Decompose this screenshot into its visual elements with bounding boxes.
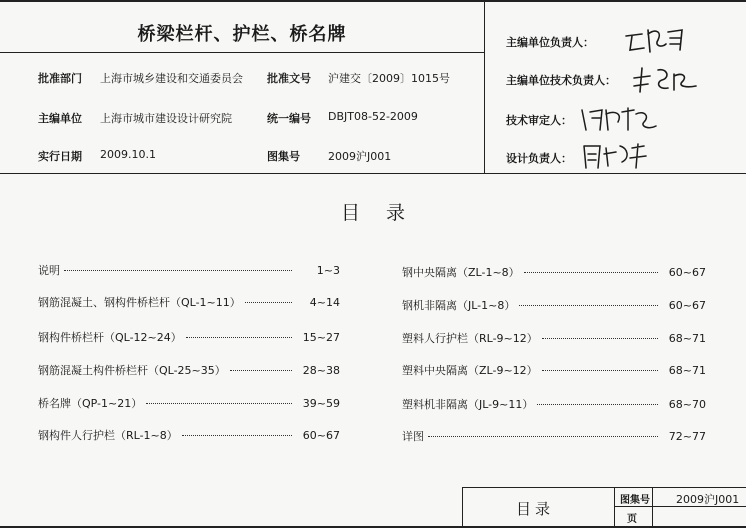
title-block-div1 [614, 487, 615, 528]
tech-reviewer-label: 技术审定人： [506, 114, 572, 127]
toc-entry-title: 钢筋混凝土构件桥栏杆（QL-25~35） [38, 364, 226, 377]
leader-dots [428, 436, 658, 437]
chief-editor-label: 主编单位负责人： [506, 36, 594, 49]
field-label-approval-doc: 批准文号 [267, 72, 311, 85]
toc-heading: 目录 [340, 202, 431, 224]
toc-entry-title: 钢筋混凝土、钢构件桥栏杆（QL-1~11） [38, 296, 241, 309]
field-value-unified-number: DBJT08-52-2009 [328, 110, 418, 123]
toc-entry[interactable] [402, 330, 706, 348]
leader-dots [245, 302, 292, 303]
toc-entry-pages: 68~70 [668, 398, 706, 411]
toc-entry[interactable] [38, 362, 340, 380]
field-value-approving-dept: 上海市城乡建设和交通委员会 [100, 72, 243, 85]
toc-entry-title: 说明 [38, 264, 60, 277]
signature-chief-tech [628, 62, 700, 96]
leader-dots [537, 404, 658, 405]
toc-entry-title: 详图 [402, 430, 424, 443]
toc-entry-title: 桥名牌（QP-1~21） [38, 397, 143, 410]
toc-entry-title: 钢中央隔离（ZL-1~8） [402, 266, 520, 279]
field-label-unified-number: 统一编号 [267, 112, 311, 125]
toc-entry-pages: 60~67 [302, 429, 340, 442]
toc-entry-pages: 68~71 [668, 364, 706, 377]
toc-entry-title: 钢构件桥栏杆（QL-12~24） [38, 331, 182, 344]
toc-entry-pages: 1~3 [316, 264, 340, 277]
toc-entry-pages: 68~71 [668, 332, 706, 345]
leader-dots [230, 370, 292, 371]
toc-entry[interactable] [38, 262, 340, 280]
toc-entry[interactable] [38, 329, 340, 347]
title-block-left [462, 487, 463, 528]
signature-chief-editor [622, 24, 692, 56]
title-block-div2 [652, 487, 653, 528]
header-bottom-border [0, 173, 746, 174]
toc-entry[interactable] [402, 428, 706, 446]
toc-entry-pages: 60~67 [668, 299, 706, 312]
toc-entry-pages: 60~67 [668, 266, 706, 279]
title-block-name: 目录 [516, 500, 555, 518]
leader-dots [542, 338, 658, 339]
toc-entry[interactable] [402, 362, 706, 380]
field-label-editor-unit: 主编单位 [38, 112, 82, 125]
toc-entry-pages: 15~27 [302, 331, 340, 344]
leader-dots [542, 370, 658, 371]
toc-entry-title: 钢机非隔离（JL-1~8） [402, 299, 516, 312]
field-label-atlas-number: 图集号 [267, 150, 300, 163]
design-lead-label: 设计负责人： [506, 152, 572, 165]
toc-entry-title: 钢构件人行护栏（RL-1~8） [38, 429, 178, 442]
field-value-editor-unit: 上海市城市建设设计研究院 [100, 112, 232, 125]
signature-tech-reviewer [578, 104, 660, 134]
title-underline [0, 52, 484, 53]
toc-entry-title: 塑料机非隔离（JL-9~11） [402, 398, 534, 411]
leader-dots [146, 403, 292, 404]
toc-entry[interactable] [402, 396, 706, 414]
atlas-number-value: 2009沪J001 [676, 493, 740, 506]
atlas-title: 桥梁栏杆、护栏、桥名牌 [137, 24, 347, 45]
frame-top-border [0, 0, 746, 2]
leader-dots [182, 435, 292, 436]
toc-entry-title: 塑料人行护栏（RL-9~12） [402, 332, 538, 345]
toc-entry[interactable] [38, 395, 340, 413]
title-block-top [462, 487, 746, 488]
field-label-effective-date: 实行日期 [38, 150, 82, 163]
toc-entry[interactable] [38, 427, 340, 445]
leader-dots [64, 270, 292, 271]
field-value-approval-doc: 沪建交〔2009〕1015号 [328, 72, 450, 85]
toc-entry-pages: 39~59 [302, 397, 340, 410]
signature-design-lead [580, 140, 650, 172]
header-divider [484, 0, 485, 174]
field-label-approving-dept: 批准部门 [38, 72, 82, 85]
toc-entry-title: 塑料中央隔离（ZL-9~12） [402, 364, 538, 377]
toc-entry[interactable] [38, 294, 340, 312]
toc-entry[interactable] [402, 297, 706, 315]
leader-dots [519, 305, 658, 306]
leader-dots [524, 272, 658, 273]
field-value-effective-date: 2009.10.1 [100, 148, 156, 161]
field-value-atlas-number: 2009沪J001 [328, 150, 392, 163]
toc-entry-pages: 4~14 [309, 296, 340, 309]
leader-dots [186, 337, 292, 338]
toc-entry-pages: 72~77 [668, 430, 706, 443]
chief-tech-label: 主编单位技术负责人： [506, 74, 616, 87]
toc-entry-pages: 28~38 [302, 364, 340, 377]
toc-entry[interactable] [402, 264, 706, 282]
atlas-number-label: 图集号 [620, 495, 650, 506]
page-label: 页 [627, 514, 637, 525]
